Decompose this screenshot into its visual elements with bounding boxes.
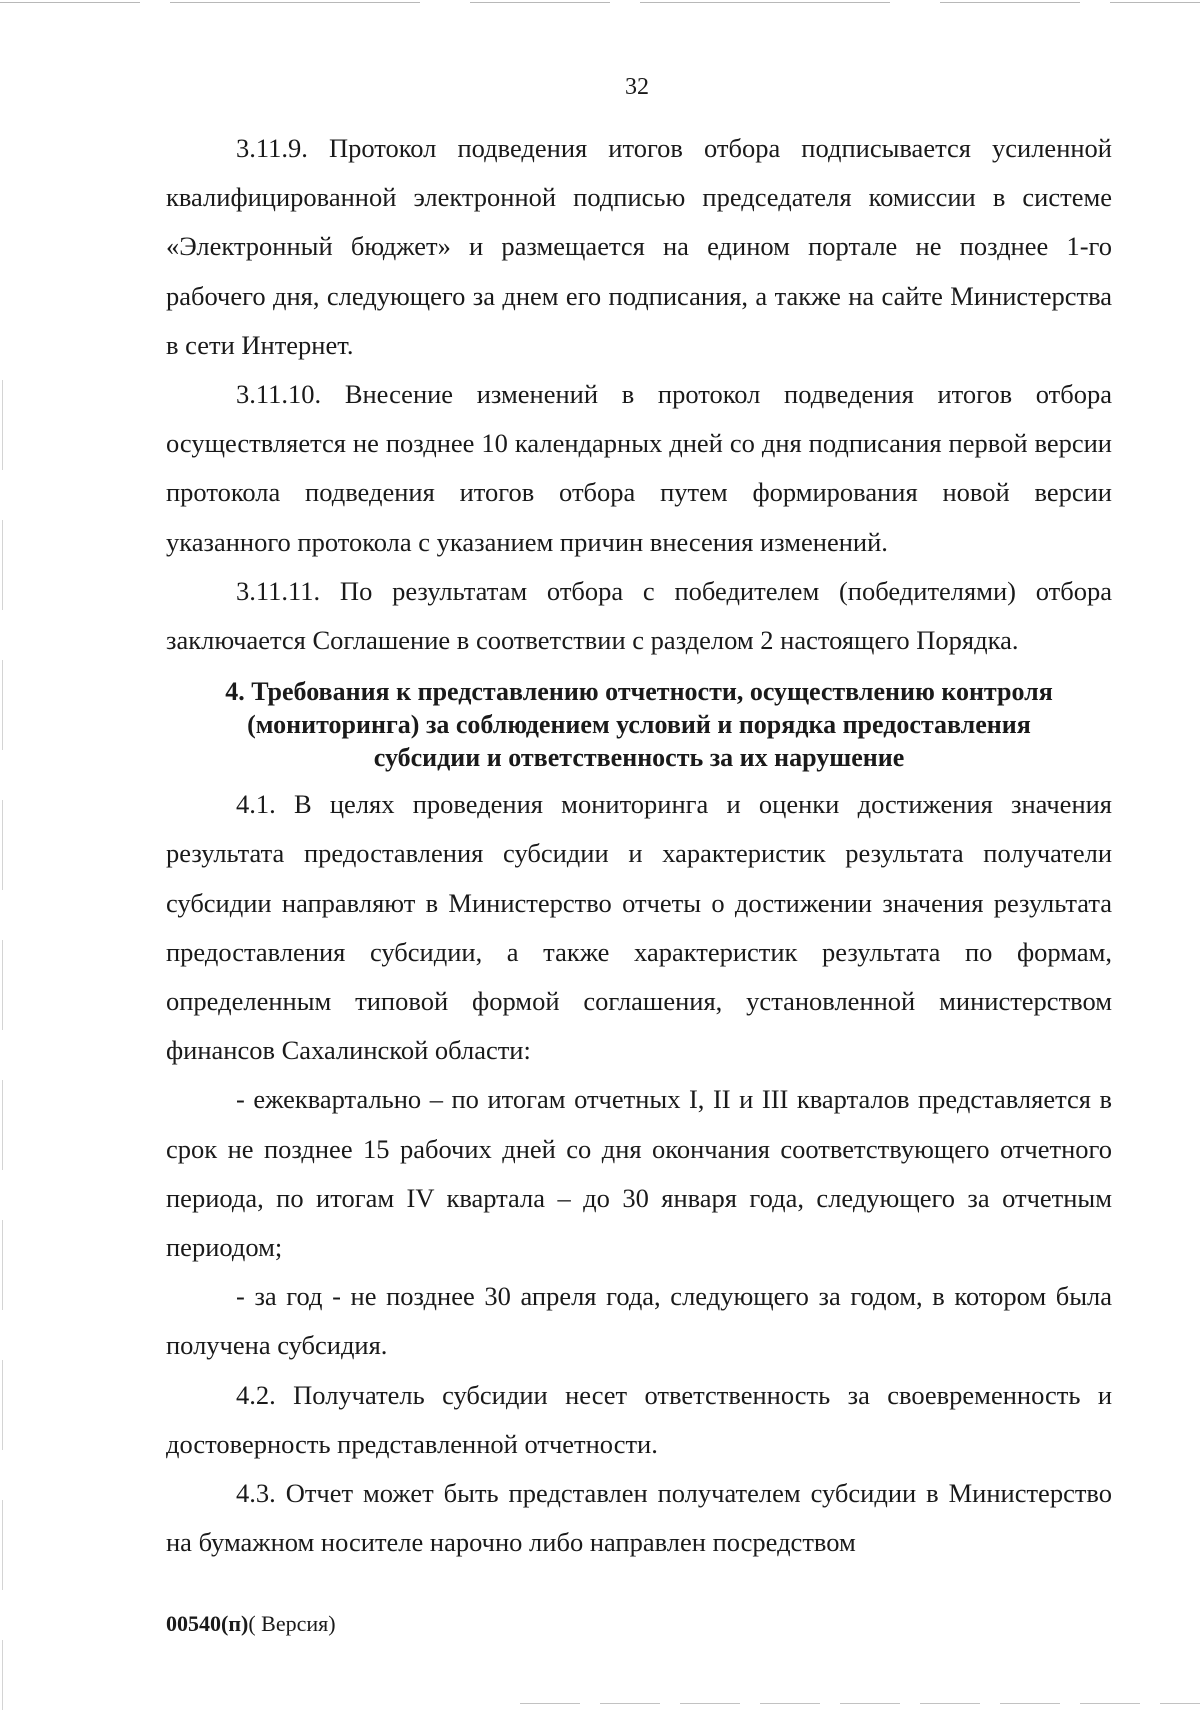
paragraph-3-11-11: 3.11.11. По результатам отбора с победителем (победителями) отбора заключается Соглашение в соответствии с разделом 2 настоящего Порядка.	[166, 575, 1112, 656]
paragraph-4-2: 4.2. Получатель субсидии несет ответственность за своевременность и достоверность представленной отчетности.	[166, 1379, 1112, 1459]
scan-artifact-bottom	[520, 1703, 1200, 1704]
footer-version-label: ( Версия)	[248, 1611, 336, 1636]
section-heading-line-3: субсидии и ответственность за их нарушение	[373, 743, 905, 773]
section-heading-line-2: (мониторинга) за соблюдением условий и порядка предоставления	[247, 710, 1031, 740]
scan-artifact-top	[0, 2, 1200, 3]
footer-version	[166, 1611, 336, 1637]
paragraph-yearly: - за год - не позднее 30 апреля года, следующего за годом, в котором была получена субсидия.	[166, 1281, 1112, 1361]
section-heading-line-1: 4. Требования к представлению отчетности, осуществлению контроля	[225, 677, 1053, 707]
section-heading-4	[166, 675, 1112, 774]
page-number: 32	[625, 74, 649, 100]
scan-artifact-left	[2, 380, 3, 1710]
document-body	[166, 124, 1112, 1567]
paragraph-4-1: 4.1. В целях проведения мониторинга и оценки достижения значения результата предоставления субсидии и характеристик результата получатели субсидии направляют в Министерство отчеты о достижении значения результата предоставления субсидии, а также характеристик результата по формам, определенным типовой формой соглашения, установленной министерством финансов Сахалинской области:	[166, 789, 1112, 1066]
paragraph-3-11-9: 3.11.9. Протокол подведения итогов отбора подписывается усиленной квалифицированной электронной подписью председателя комиссии в системе «Электронный бюджет» и размещается на едином портале не позднее 1-го рабочего дня, следующего за днем его подписания, а также на сайте Министерства в сети Интернет.	[166, 133, 1112, 360]
footer-code: 00540(п)	[166, 1611, 249, 1636]
paragraph-4-3: 4.3. Отчет может быть представлен получателем субсидии в Министерство на бумажном носителе нарочно либо направлен посредством	[166, 1478, 1112, 1558]
paragraph-quarterly: - ежеквартально – по итогам отчетных I, II и III кварталов представляется в срок не позднее 15 рабочих дней со дня окончания соответствующего отчетного периода, по итогам IV квартала – до 30 января года, следующего за отчетным периодом;	[166, 1084, 1112, 1263]
paragraph-3-11-10: 3.11.10. Внесение изменений в протокол подведения итогов отбора осуществляется не позднее 10 календарных дней со дня подписания первой версии протокола подведения итогов отбора путем формирования новой версии указанного протокола с указанием причин внесения изменений.	[166, 379, 1112, 557]
